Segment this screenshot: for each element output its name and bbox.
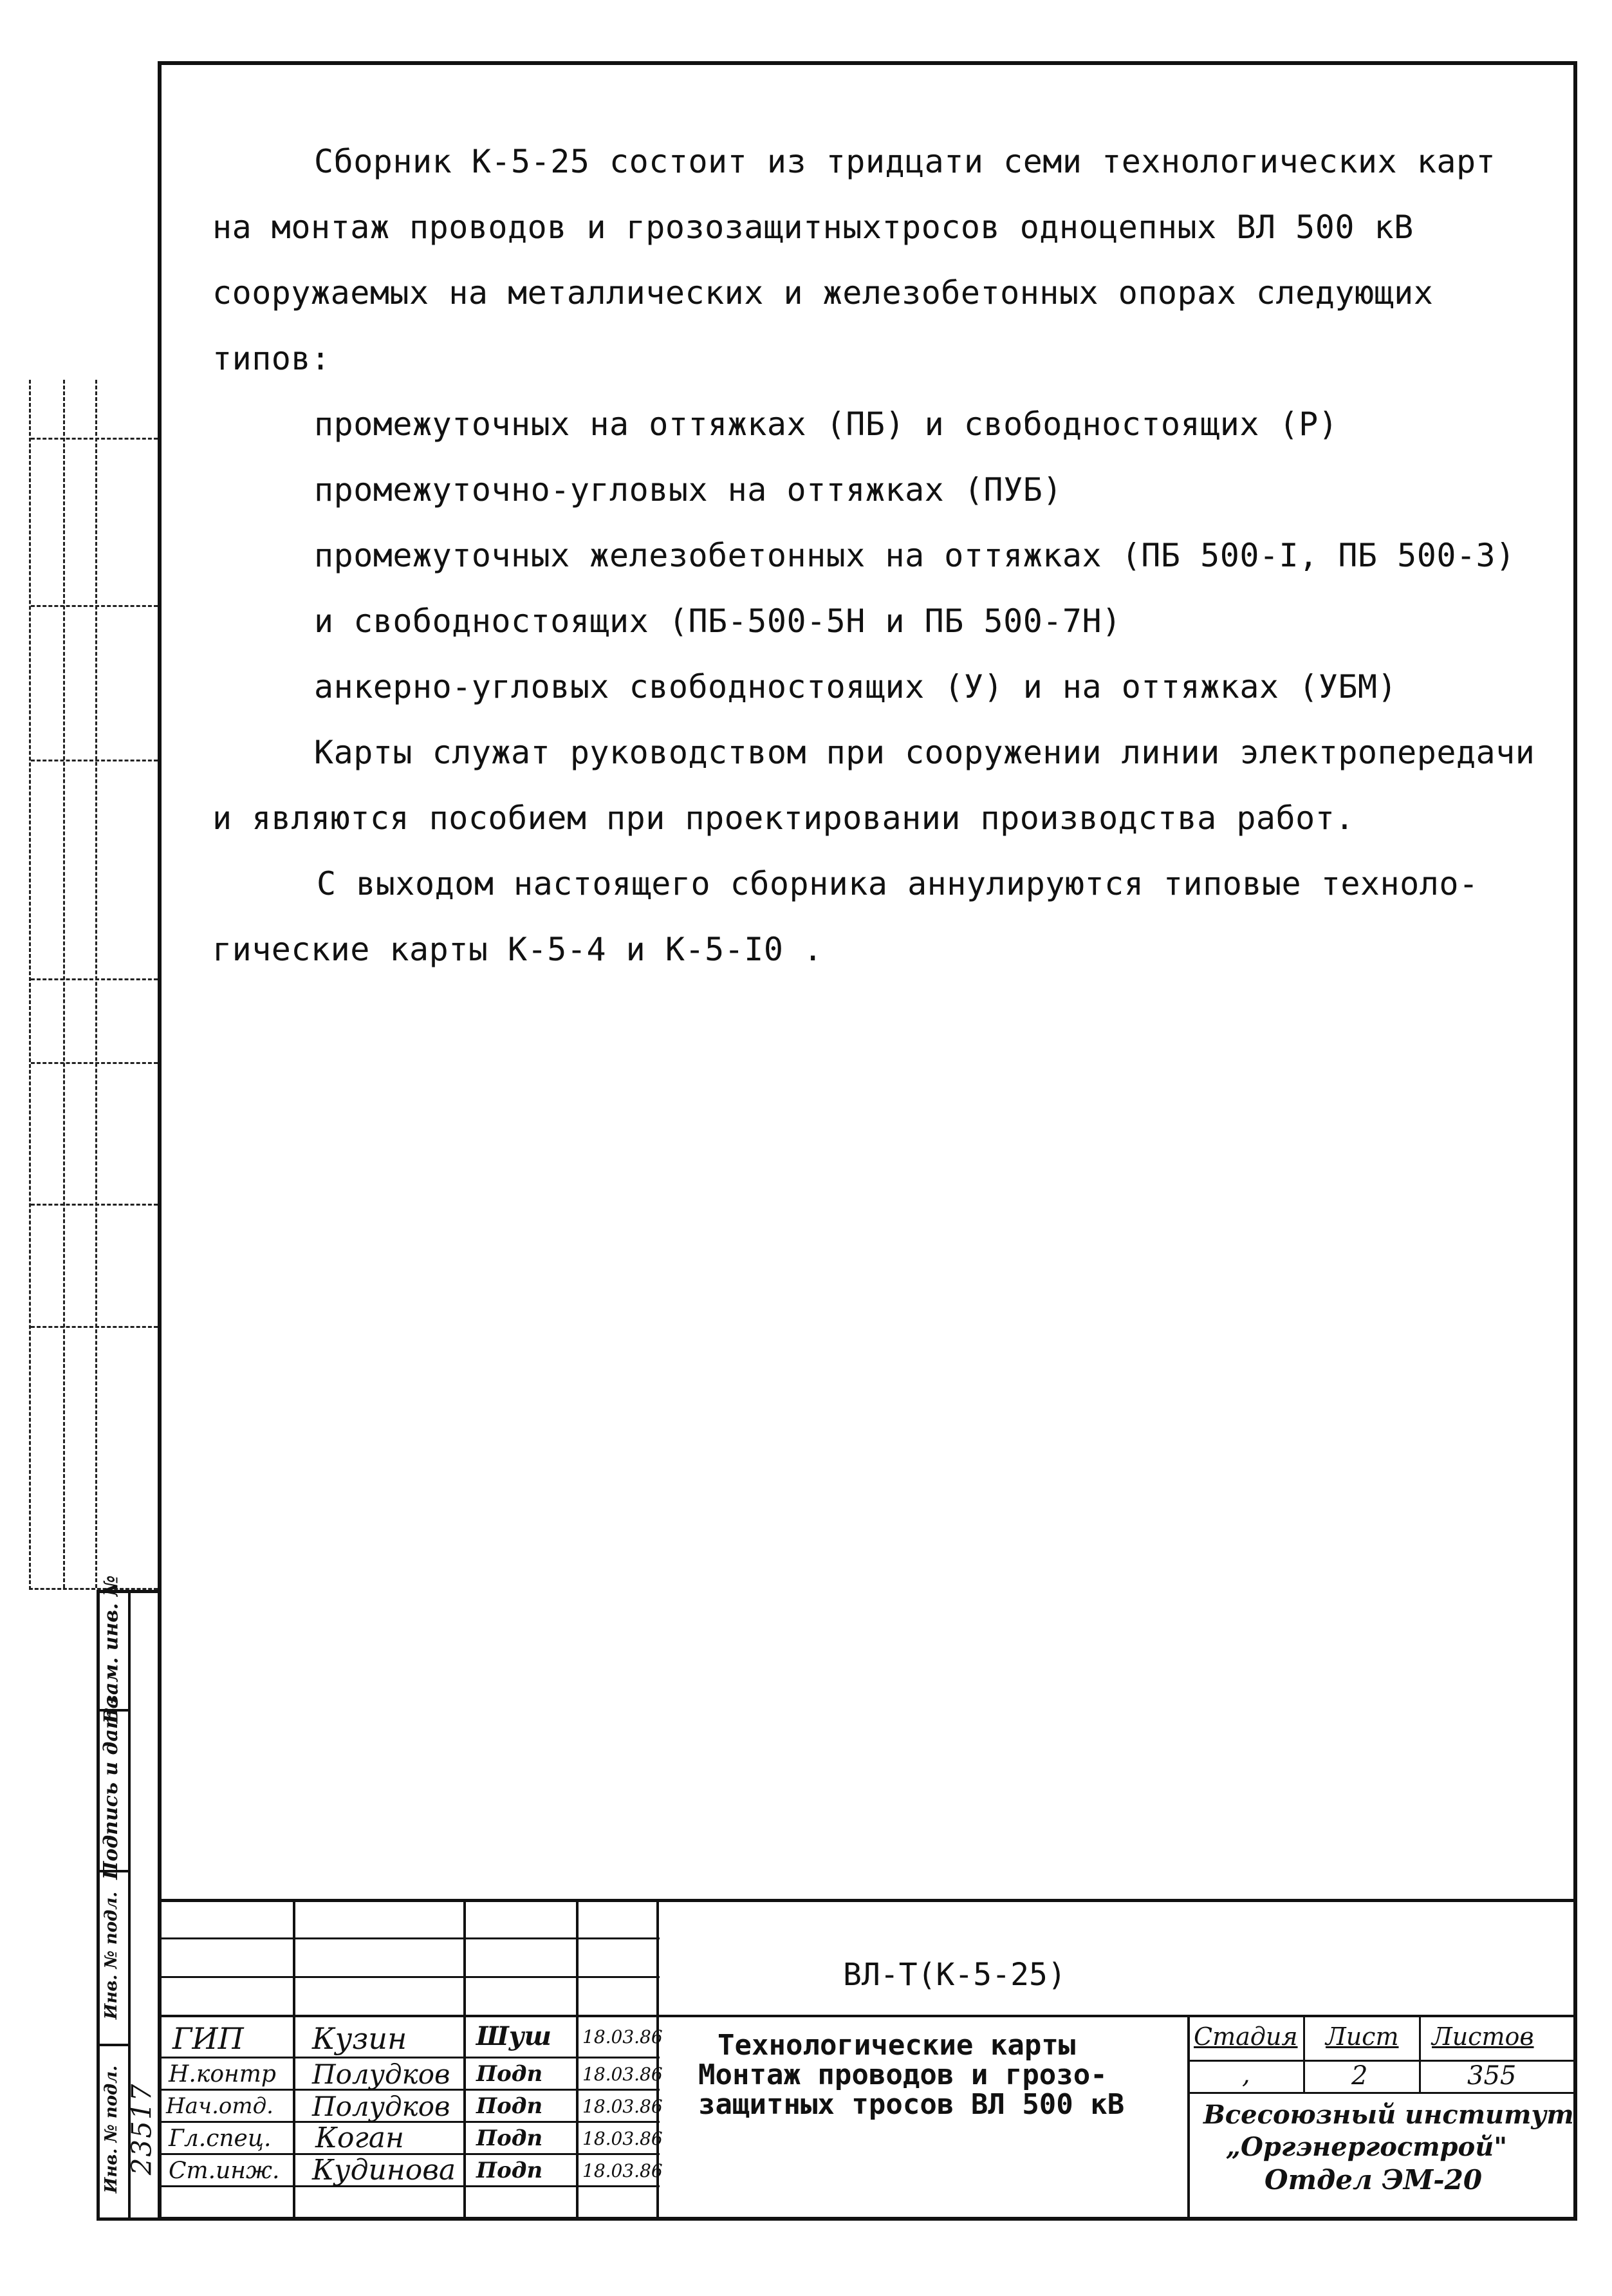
- date-row-4: 18.03.86: [582, 2128, 663, 2149]
- paragraph-line: на монтаж проводов и грозозащитныхтросов одноцепных ВЛ 500 кВ: [212, 209, 1414, 246]
- organization-line: „Оргэнергострой": [1226, 2132, 1508, 2162]
- sheet-header: Лист: [1326, 2022, 1399, 2051]
- original-inv-label: Инв. № подл.: [102, 1891, 122, 2019]
- paragraph-line: Карты служат руководством при сооружении линии электропередачи: [314, 734, 1535, 771]
- paragraph-line: типов:: [212, 340, 331, 377]
- stage-value: ,: [1242, 2060, 1250, 2089]
- paragraph-line: сооружаемых на металлических и железобетонных опорах следующих: [212, 274, 1434, 312]
- organization-line: Всесоюзный институт: [1203, 2100, 1574, 2130]
- role-norm-control: Н.контр: [169, 2061, 276, 2087]
- role-gip: ГИП: [172, 2021, 244, 2056]
- name-row-5: Кудинова: [312, 2154, 456, 2187]
- sheet-value: 2: [1351, 2061, 1368, 2091]
- signature-2: Подп: [476, 2061, 543, 2087]
- sheets-header: Листов: [1432, 2022, 1534, 2051]
- paragraph-line: гические карты К-5-4 и К-5-I0 .: [212, 931, 823, 968]
- list-item: и свободностоящих (ПБ-500-5Н и ПБ 500-7Н): [314, 602, 1122, 640]
- original-inv-label-cell: Инв. № подл.: [102, 2065, 122, 2193]
- title-line: защитных тросов ВЛ 500 кВ: [698, 2088, 1125, 2121]
- paragraph-line: и являются пособием при проектировании производства работ.: [212, 799, 1355, 837]
- paragraph-line: Сборник К-5-25 состоит из тридцати семи технологических карт: [314, 143, 1496, 180]
- sheets-value: 355: [1467, 2061, 1517, 2091]
- replace-inv-label: Взам. инв. №: [100, 1575, 123, 1724]
- document-code: ВЛ-Т(К-5-25): [843, 1957, 1066, 1993]
- role-dept-head: Нач.отд.: [166, 2093, 273, 2119]
- date-row-2: 18.03.86: [582, 2064, 663, 2085]
- inventory-number: 23517: [125, 2082, 158, 2176]
- signature-4: Подп: [476, 2125, 543, 2151]
- list-item: промежуточно-угловых на оттяжках (ПУБ): [314, 471, 1062, 509]
- paragraph-line: С выходом настоящего сборника аннулируются типовые техноло-: [317, 865, 1479, 902]
- role-chief-spec: Гл.спец.: [169, 2125, 272, 2152]
- date-row-5: 18.03.86: [582, 2160, 663, 2181]
- signature-5: Подп: [476, 2158, 543, 2183]
- document-title: [698, 2031, 1124, 2120]
- title-line: Монтаж проводов и грозо-: [698, 2058, 1107, 2091]
- name-row-2: Полудков: [312, 2058, 450, 2090]
- binding-strip: [29, 380, 158, 1590]
- name-row-3: Полудков: [312, 2091, 450, 2122]
- signature-1: Шуш: [476, 2021, 551, 2051]
- body-text: [212, 129, 1557, 982]
- date-row-1: 18.03.86: [582, 2026, 663, 2048]
- name-row-4: Коган: [315, 2122, 404, 2154]
- organization-line: Отдел ЭМ-20: [1265, 2164, 1483, 2196]
- role-senior-eng: Ст.инж.: [169, 2158, 280, 2184]
- list-item: промежуточных на оттяжках (ПБ) и свободностоящих (Р): [314, 406, 1339, 443]
- stage-header: Стадия: [1194, 2022, 1298, 2051]
- signature-3: Подп: [476, 2093, 543, 2119]
- name-row-1: Кузин: [312, 2021, 407, 2056]
- title-line: Технологические карты: [718, 2029, 1076, 2062]
- list-item: анкерно-угловых свободностоящих (У) и на оттяжках (УБМ): [314, 668, 1398, 705]
- date-row-3: 18.03.86: [582, 2096, 663, 2117]
- signature-date-label: Подпись и дата: [100, 1695, 123, 1880]
- list-item: промежуточных железобетонных на оттяжках (ПБ 500-I, ПБ 500-3): [314, 537, 1515, 574]
